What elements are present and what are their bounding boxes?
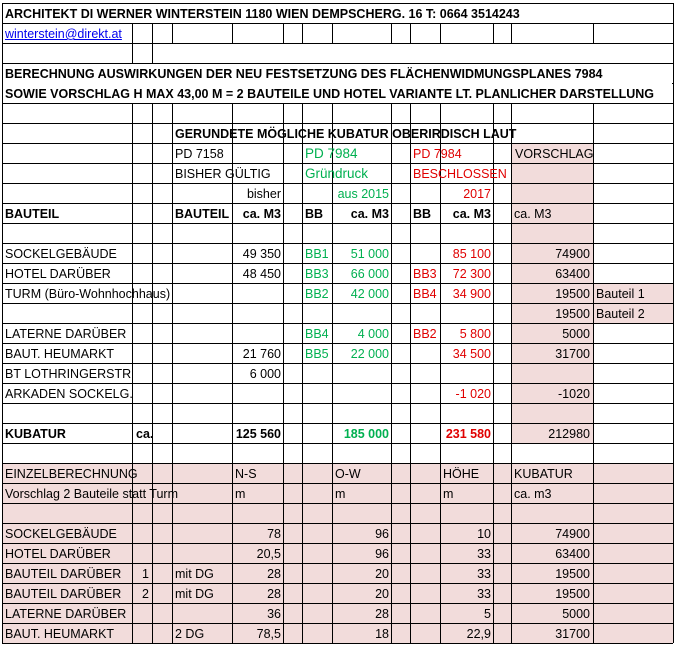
- row-bb-green: BB1: [305, 247, 329, 261]
- total-label: KUBATUR: [5, 427, 66, 441]
- row-name: BAUT. HEUMARKT: [5, 347, 115, 361]
- detail-extra: mit DG: [175, 567, 214, 581]
- row-note: Bauteil 1: [596, 287, 645, 301]
- col-cam3-gruendruck: ca. M3: [350, 207, 389, 221]
- row-beschlossen: 72 300: [452, 267, 491, 281]
- einzel-unit-hoehe: m: [443, 487, 454, 501]
- row-gruendruck: 66 000: [350, 267, 389, 281]
- row-bb-green: BB2: [305, 287, 329, 301]
- detail-hoehe: 33: [477, 547, 491, 561]
- subtitle: GERUNDETE MÖGLICHE KUBATUR OBERIRDISCH LAUT: [175, 127, 517, 141]
- detail-hoehe: 10: [477, 527, 491, 541]
- total-bisher: 125 560: [235, 427, 281, 441]
- row-vorschlag: [514, 364, 590, 384]
- col-gruendruck: Gründruck: [305, 166, 369, 181]
- col-cam3-vorschlag: ca. M3: [514, 207, 552, 221]
- detail-kubatur: 31700: [555, 627, 590, 641]
- row-name: HOTEL DARÜBER: [5, 267, 111, 281]
- row-bisher: 6 000: [249, 367, 281, 381]
- col-pd7158: PD 7158: [175, 147, 224, 161]
- row-bb-green: BB3: [305, 267, 329, 281]
- row-vorschlag: 5000: [562, 327, 590, 341]
- row-vorschlag: 19500: [555, 287, 590, 301]
- detail-ns: 20,5: [256, 547, 281, 561]
- detail-kubatur: 63400: [555, 547, 590, 561]
- row-beschlossen: 34 900: [452, 287, 491, 301]
- col-beschlossen: BESCHLOSSEN: [413, 167, 507, 181]
- row-gruendruck: [333, 304, 389, 324]
- row-vorschlag: 74900: [555, 247, 590, 261]
- row-beschlossen: [440, 304, 491, 324]
- detail-hoehe: 5: [484, 607, 491, 621]
- detail-ns: 28: [267, 587, 281, 601]
- heading-line-1: BERECHNUNG AUSWIRKUNGEN DER NEU FESTSETZUNG DES FLÄCHENWIDMUNGSPLANES 7984: [5, 67, 603, 81]
- row-name: LATERNE DARÜBER: [5, 327, 127, 341]
- total-beschlossen: 231 580: [445, 427, 491, 441]
- merged-cell-mask: [153, 44, 672, 63]
- row-gruendruck: [333, 364, 389, 384]
- detail-kubatur: 19500: [555, 587, 590, 601]
- detail-name: SOCKELGEBÄUDE: [5, 527, 117, 541]
- grid-vline: [493, 23, 494, 643]
- row-bisher: [233, 384, 281, 404]
- row-bisher: [233, 284, 281, 304]
- detail-ns: 36: [267, 607, 281, 621]
- row-beschlossen: 5 800: [459, 327, 491, 341]
- grid-vline: [391, 23, 392, 643]
- detail-ow: 96: [375, 547, 389, 561]
- row-gruendruck: 51 000: [350, 247, 389, 261]
- col-vorschlag: VORSCHLAG: [515, 147, 594, 161]
- row-gruendruck: 22 000: [350, 347, 389, 361]
- detail-ow: 28: [375, 607, 389, 621]
- row-vorschlag: -1020: [558, 387, 590, 401]
- row-bb-green: BB5: [305, 347, 329, 361]
- row-bisher: 21 760: [242, 347, 281, 361]
- col-bb-2: BB: [413, 207, 432, 221]
- row-bisher: [233, 304, 281, 324]
- detail-number: 2: [142, 587, 149, 601]
- col-bisher-gueltig: BISHER GÜLTIG: [175, 167, 271, 181]
- detail-number: [133, 604, 149, 624]
- detail-ow: 96: [375, 527, 389, 541]
- row-gruendruck: 4 000: [357, 327, 389, 341]
- row-gruendruck: 42 000: [350, 287, 389, 301]
- col-cam3-bisher: ca. M3: [242, 207, 281, 221]
- detail-extra: 2 DG: [175, 627, 205, 641]
- einzel-unit-ns: m: [235, 487, 246, 501]
- detail-ow: 20: [375, 587, 389, 601]
- grid-vline: [152, 23, 153, 643]
- row-name: BT LOTHRINGERSTR: [5, 367, 132, 381]
- detail-ow: 18: [375, 627, 389, 641]
- col-aus2015: aus 2015: [337, 187, 389, 201]
- row-bisher: [233, 324, 281, 344]
- detail-name: HOTEL DARÜBER: [5, 547, 111, 561]
- total-ca: ca.: [136, 427, 154, 441]
- row-bisher: 49 350: [242, 247, 281, 261]
- row-beschlossen: 85 100: [452, 247, 491, 261]
- row-beschlossen: [440, 364, 491, 384]
- grid-vline: [172, 23, 173, 643]
- grid-vline: [283, 23, 284, 643]
- row-name: ARKADEN SOCKELG.: [5, 387, 133, 401]
- einzel-unit-kubatur: ca. m3: [514, 487, 552, 501]
- grid-vline: [302, 23, 303, 643]
- grid-vline: [511, 23, 512, 643]
- detail-name: BAUTEIL DARÜBER: [5, 567, 122, 581]
- detail-name: BAUTEIL DARÜBER: [5, 587, 122, 601]
- col-cam3-beschlossen: ca. M3: [452, 207, 491, 221]
- einzel-label: EINZELBERECHNUNG: [5, 467, 138, 481]
- detail-kubatur: 19500: [555, 567, 590, 581]
- einzel-ow: O-W: [335, 467, 361, 481]
- row-name: TURM (Büro-Wohnhochhaus): [5, 287, 171, 301]
- detail-name: BAUT. HEUMARKT: [5, 627, 115, 641]
- einzel-kubatur: KUBATUR: [514, 467, 573, 481]
- detail-number: [133, 524, 149, 544]
- einzel-sub: Vorschlag 2 Bauteile statt Turm: [5, 487, 179, 501]
- detail-name: LATERNE DARÜBER: [5, 607, 127, 621]
- detail-number: 1: [142, 567, 149, 581]
- detail-hoehe: 22,9: [466, 627, 491, 641]
- detail-hoehe: 33: [477, 587, 491, 601]
- row-name: SOCKELGEBÄUDE: [5, 247, 117, 261]
- detail-number: [133, 624, 149, 644]
- row-bb-red: BB4: [413, 287, 437, 301]
- grid-vline: [673, 3, 674, 643]
- architect-header: ARCHITEKT DI WERNER WINTERSTEIN 1180 WIEN DEMPSCHERG. 16 T: 0664 3514243: [5, 7, 520, 21]
- col-bauteil: BAUTEIL: [5, 207, 60, 221]
- col-pd7984-red: PD 7984: [413, 147, 462, 161]
- einzel-hoehe: HÖHE: [443, 467, 480, 481]
- row-beschlossen: -1 020: [455, 387, 491, 401]
- row-note: Bauteil 2: [596, 307, 645, 321]
- einzel-unit-ow: m: [335, 487, 346, 501]
- col-bauteil-2: BAUTEIL: [175, 207, 230, 221]
- heading-line-2: SOWIE VORSCHLAG H MAX 43,00 M = 2 BAUTEILE UND HOTEL VARIANTE LT. PLANLICHER DARSTELLUNG: [5, 87, 655, 101]
- row-gruendruck: [333, 384, 389, 404]
- total-gruendruck: 185 000: [343, 427, 389, 441]
- einzel-ns: N-S: [235, 467, 257, 481]
- detail-extra: mit DG: [175, 587, 214, 601]
- detail-kubatur: 74900: [555, 527, 590, 541]
- detail-ns: 78,5: [256, 627, 281, 641]
- detail-hoehe: 33: [477, 567, 491, 581]
- row-beschlossen: 34 500: [452, 347, 491, 361]
- row-vorschlag: 31700: [555, 347, 590, 361]
- grid-vline: [593, 23, 594, 643]
- detail-ns: 78: [267, 527, 281, 541]
- row-vorschlag: 19500: [555, 307, 590, 321]
- detail-kubatur: 5000: [562, 607, 590, 621]
- col-bisher: bisher: [246, 187, 281, 201]
- col-2017: 2017: [463, 187, 491, 201]
- col-bb-1: BB: [305, 207, 324, 221]
- detail-ns: 28: [267, 567, 281, 581]
- total-vorschlag: 212980: [548, 427, 590, 441]
- grid-vline: [410, 23, 411, 643]
- email-link[interactable]: winterstein@direkt.at: [5, 27, 122, 41]
- row-vorschlag: 63400: [555, 267, 590, 281]
- detail-ow: 20: [375, 567, 389, 581]
- detail-number: [133, 544, 149, 564]
- row-bb-green: BB4: [305, 327, 329, 341]
- row-bb-red: BB2: [413, 327, 437, 341]
- row-bb-red: BB3: [413, 267, 437, 281]
- row-bisher: 48 450: [242, 267, 281, 281]
- col-pd7984-green: PD 7984: [305, 146, 358, 161]
